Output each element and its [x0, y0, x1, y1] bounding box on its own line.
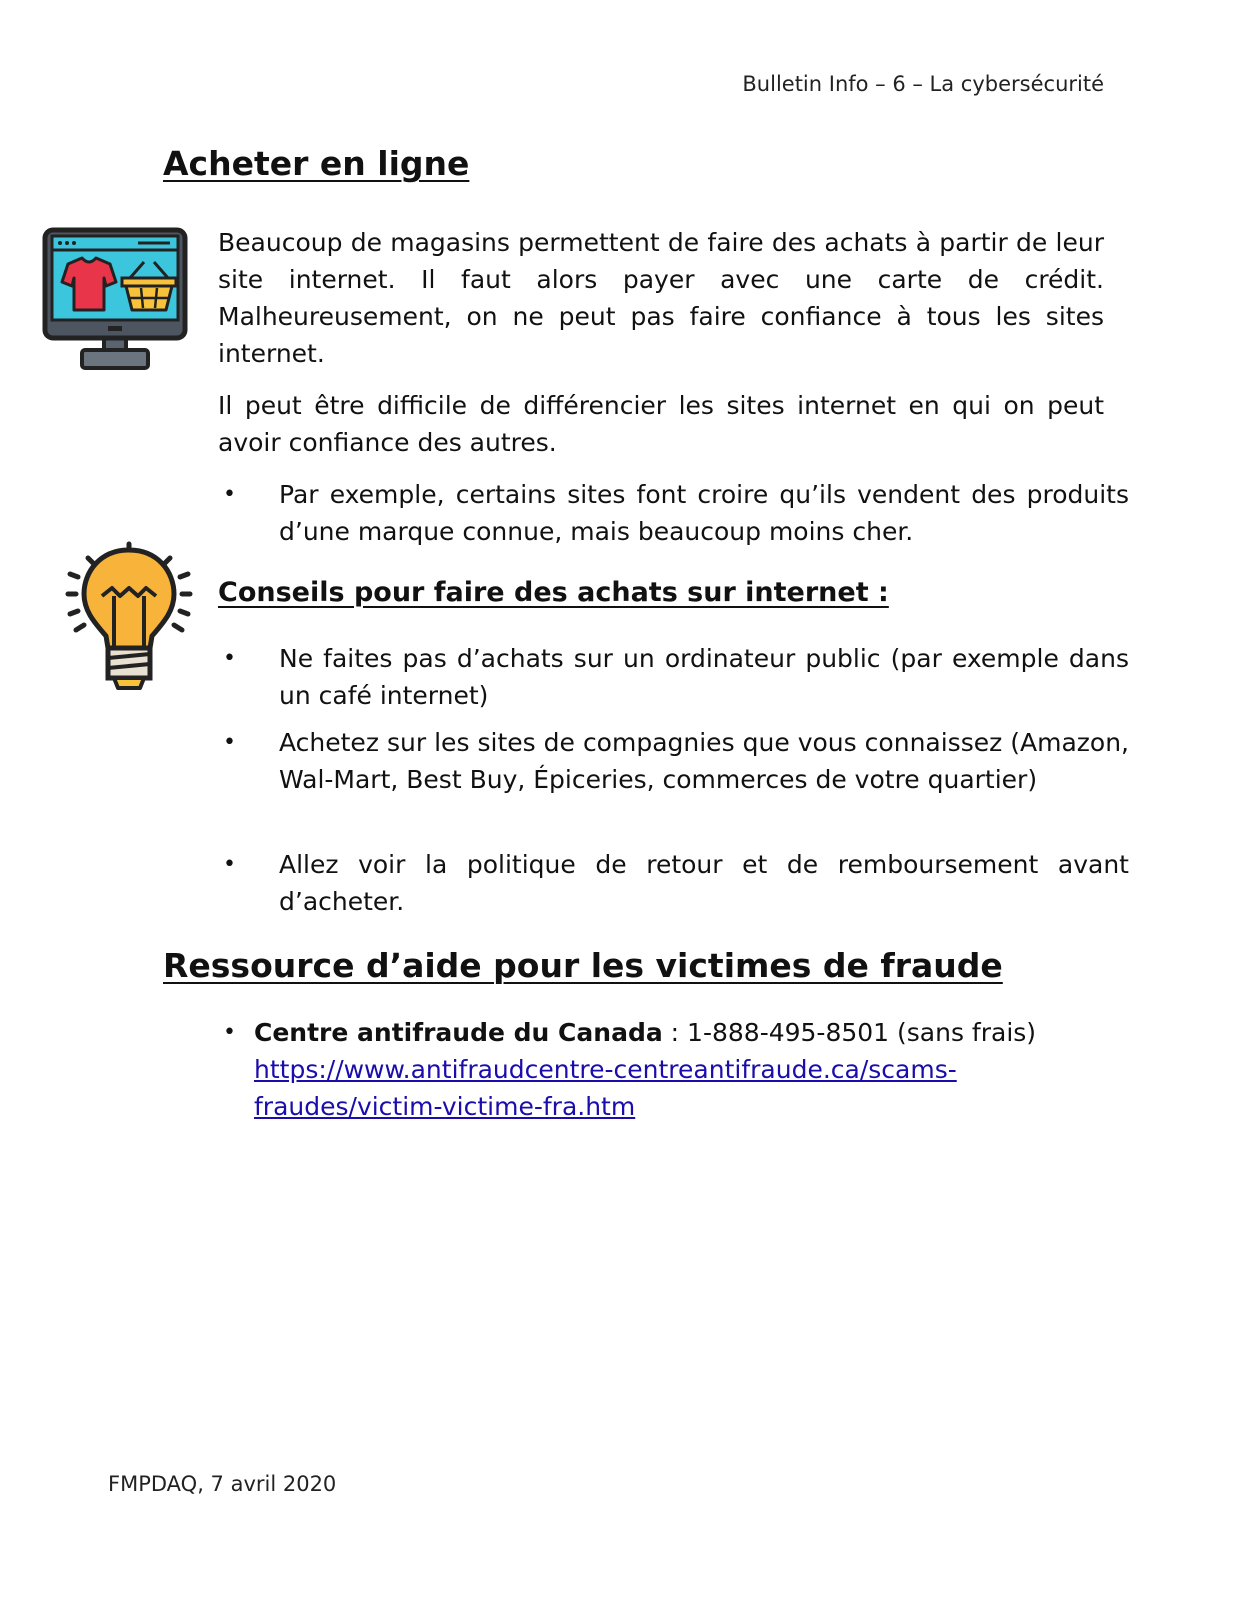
- bullet-symbol: •: [223, 482, 236, 507]
- list-item: [223, 476, 1129, 550]
- resource-link-line1[interactable]: https://www.antifraudcentre-centreantifraude.ca/scams-: [254, 1055, 957, 1084]
- resource-separator: :: [662, 1018, 688, 1047]
- list-item-text: Allez voir la politique de retour et de remboursement avant d’acheter.: [279, 850, 1129, 916]
- online-shopping-monitor-icon: [42, 226, 188, 374]
- list-item: [223, 724, 1129, 835]
- bullet-symbol: •: [223, 1020, 236, 1045]
- bullet-symbol: •: [223, 646, 236, 671]
- running-header: Bulletin Info – 6 – La cybersécurité: [742, 72, 1104, 96]
- list-item-text: Ne faites pas d’achats sur un ordinateur public (par exemple dans un café internet): [279, 644, 1129, 710]
- bullet-symbol: •: [223, 852, 236, 877]
- paragraph-online-shopping-intro: Beaucoup de magasins permettent de faire des achats à partir de leur site internet. Il faut alors payer avec une carte de crédit. Malheureusement, on ne peut pas faire confiance à tous les sites internet.: [218, 228, 1104, 368]
- bullet-symbol: •: [223, 730, 236, 755]
- list-item-text: Par exemple, certains sites font croire qu’ils vendent des produits d’une marque connue, mais beaucoup moins cher.: [279, 480, 1129, 546]
- page-footer: FMPDAQ, 7 avril 2020: [108, 1472, 337, 1496]
- list-item: [223, 846, 1129, 920]
- list-item: [223, 1014, 1129, 1128]
- resource-center-name: Centre antifraude du Canada: [254, 1018, 663, 1047]
- section-title-tips: Conseils pour faire des achats sur internet :: [218, 577, 889, 608]
- resource-link-line2[interactable]: fraudes/victim-victime-fra.htm: [254, 1092, 636, 1121]
- resource-phone: 1-888-495-8501 (sans frais): [687, 1018, 1037, 1047]
- paragraph-differentiate-sites: Il peut être difficile de différencier les sites internet en qui on peut avoir confiance des autres.: [218, 391, 1104, 457]
- lightbulb-icon: [62, 540, 196, 692]
- section-title-resources: Ressource d’aide pour les victimes de fraude: [163, 946, 1003, 985]
- list-item-text: Achetez sur les sites de compagnies que vous connaissez (Amazon, Wal-Mart, Best Buy, Épiceries, commerces de votre quartier): [279, 728, 1129, 794]
- list-item: [223, 640, 1129, 714]
- section-title-online-shopping: Acheter en ligne: [163, 144, 470, 183]
